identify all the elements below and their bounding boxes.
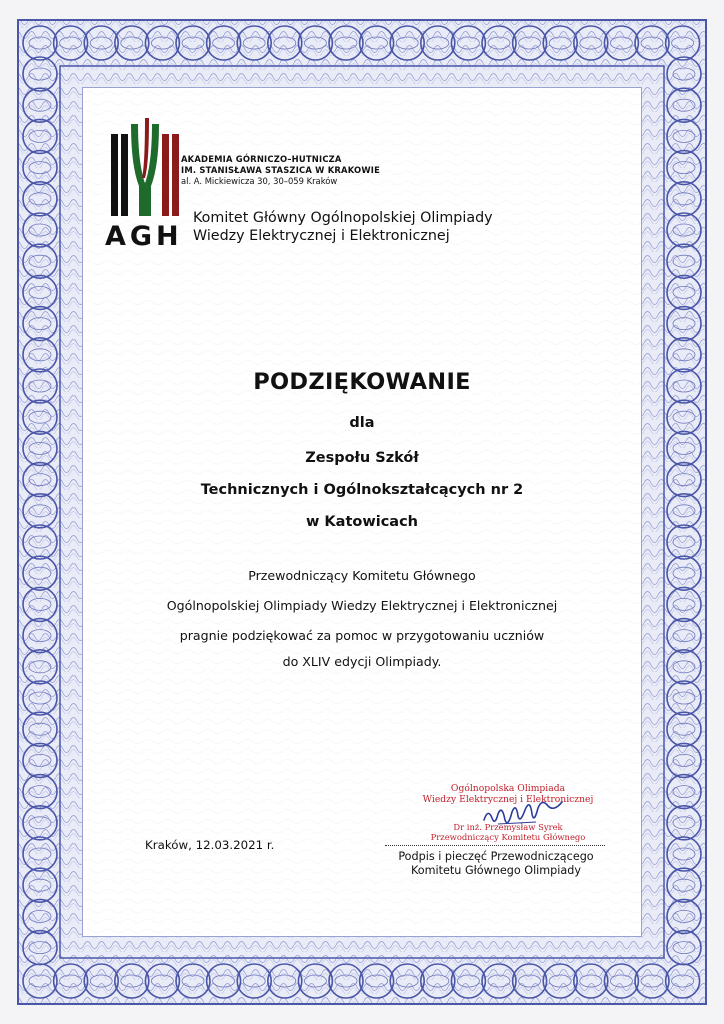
stamp-line-1: Ogólnopolska Olimpiada — [450, 783, 566, 794]
institution-patron: IM. STANISŁAWA STASZICA W KRAKOWIE — [181, 165, 381, 175]
body-line-1: Przewodniczący Komitetu Głównego — [248, 568, 476, 583]
recipient-line-1: Zespołu Szkół — [305, 450, 419, 466]
document-title: PODZIĘKOWANIE — [253, 369, 471, 395]
stamp-line-2: Wiedzy Elektrycznej i Elektronicznej — [422, 794, 594, 805]
place-and-date: Kraków, 12.03.2021 r. — [145, 838, 275, 852]
certificate-body — [82, 87, 642, 937]
committee-name — [193, 209, 593, 245]
signature-caption-line-1: Podpis i pieczęć Przewodniczącego — [398, 850, 594, 863]
stamp-line-4: Przewodniczący Komitetu Głównego — [430, 832, 586, 842]
institution-address: al. A. Mickiewicza 30, 30–059 Kraków — [181, 176, 338, 186]
for-label: dla — [349, 415, 375, 431]
body-line-3: pragnie podziękować za pomoc w przygotowaniu uczniów — [179, 628, 545, 643]
body-line-4: do XLIV edycji Olimpiady. — [282, 654, 442, 669]
stamp-line-3: Dr inż. Przemysław Syrek — [453, 822, 563, 832]
committee-line-2: Wiedzy Elektrycznej i Elektronicznej — [193, 228, 450, 244]
agh-logo-text: AGH — [105, 221, 183, 252]
recipient-line-2: Technicznych i Ogólnokształcących nr 2 — [200, 482, 524, 498]
handwritten-signature-icon — [478, 794, 568, 834]
institution-name: AKADEMIA GÓRNICZO–HUTNICZA — [181, 154, 342, 164]
committee-line-1: Komitet Główny Ogólnopolskiej Olimpiady — [193, 210, 493, 226]
institution-header — [181, 154, 501, 187]
signature-line — [385, 845, 605, 846]
signature-caption-line-2: Komitetu Głównego Olimpiady — [411, 864, 581, 877]
body-line-2: Ogólnopolskiej Olimpiady Wiedzy Elektrycznej i Elektronicznej — [166, 598, 558, 613]
recipient-line-3: w Katowicach — [305, 514, 419, 530]
signature-caption — [371, 850, 621, 878]
